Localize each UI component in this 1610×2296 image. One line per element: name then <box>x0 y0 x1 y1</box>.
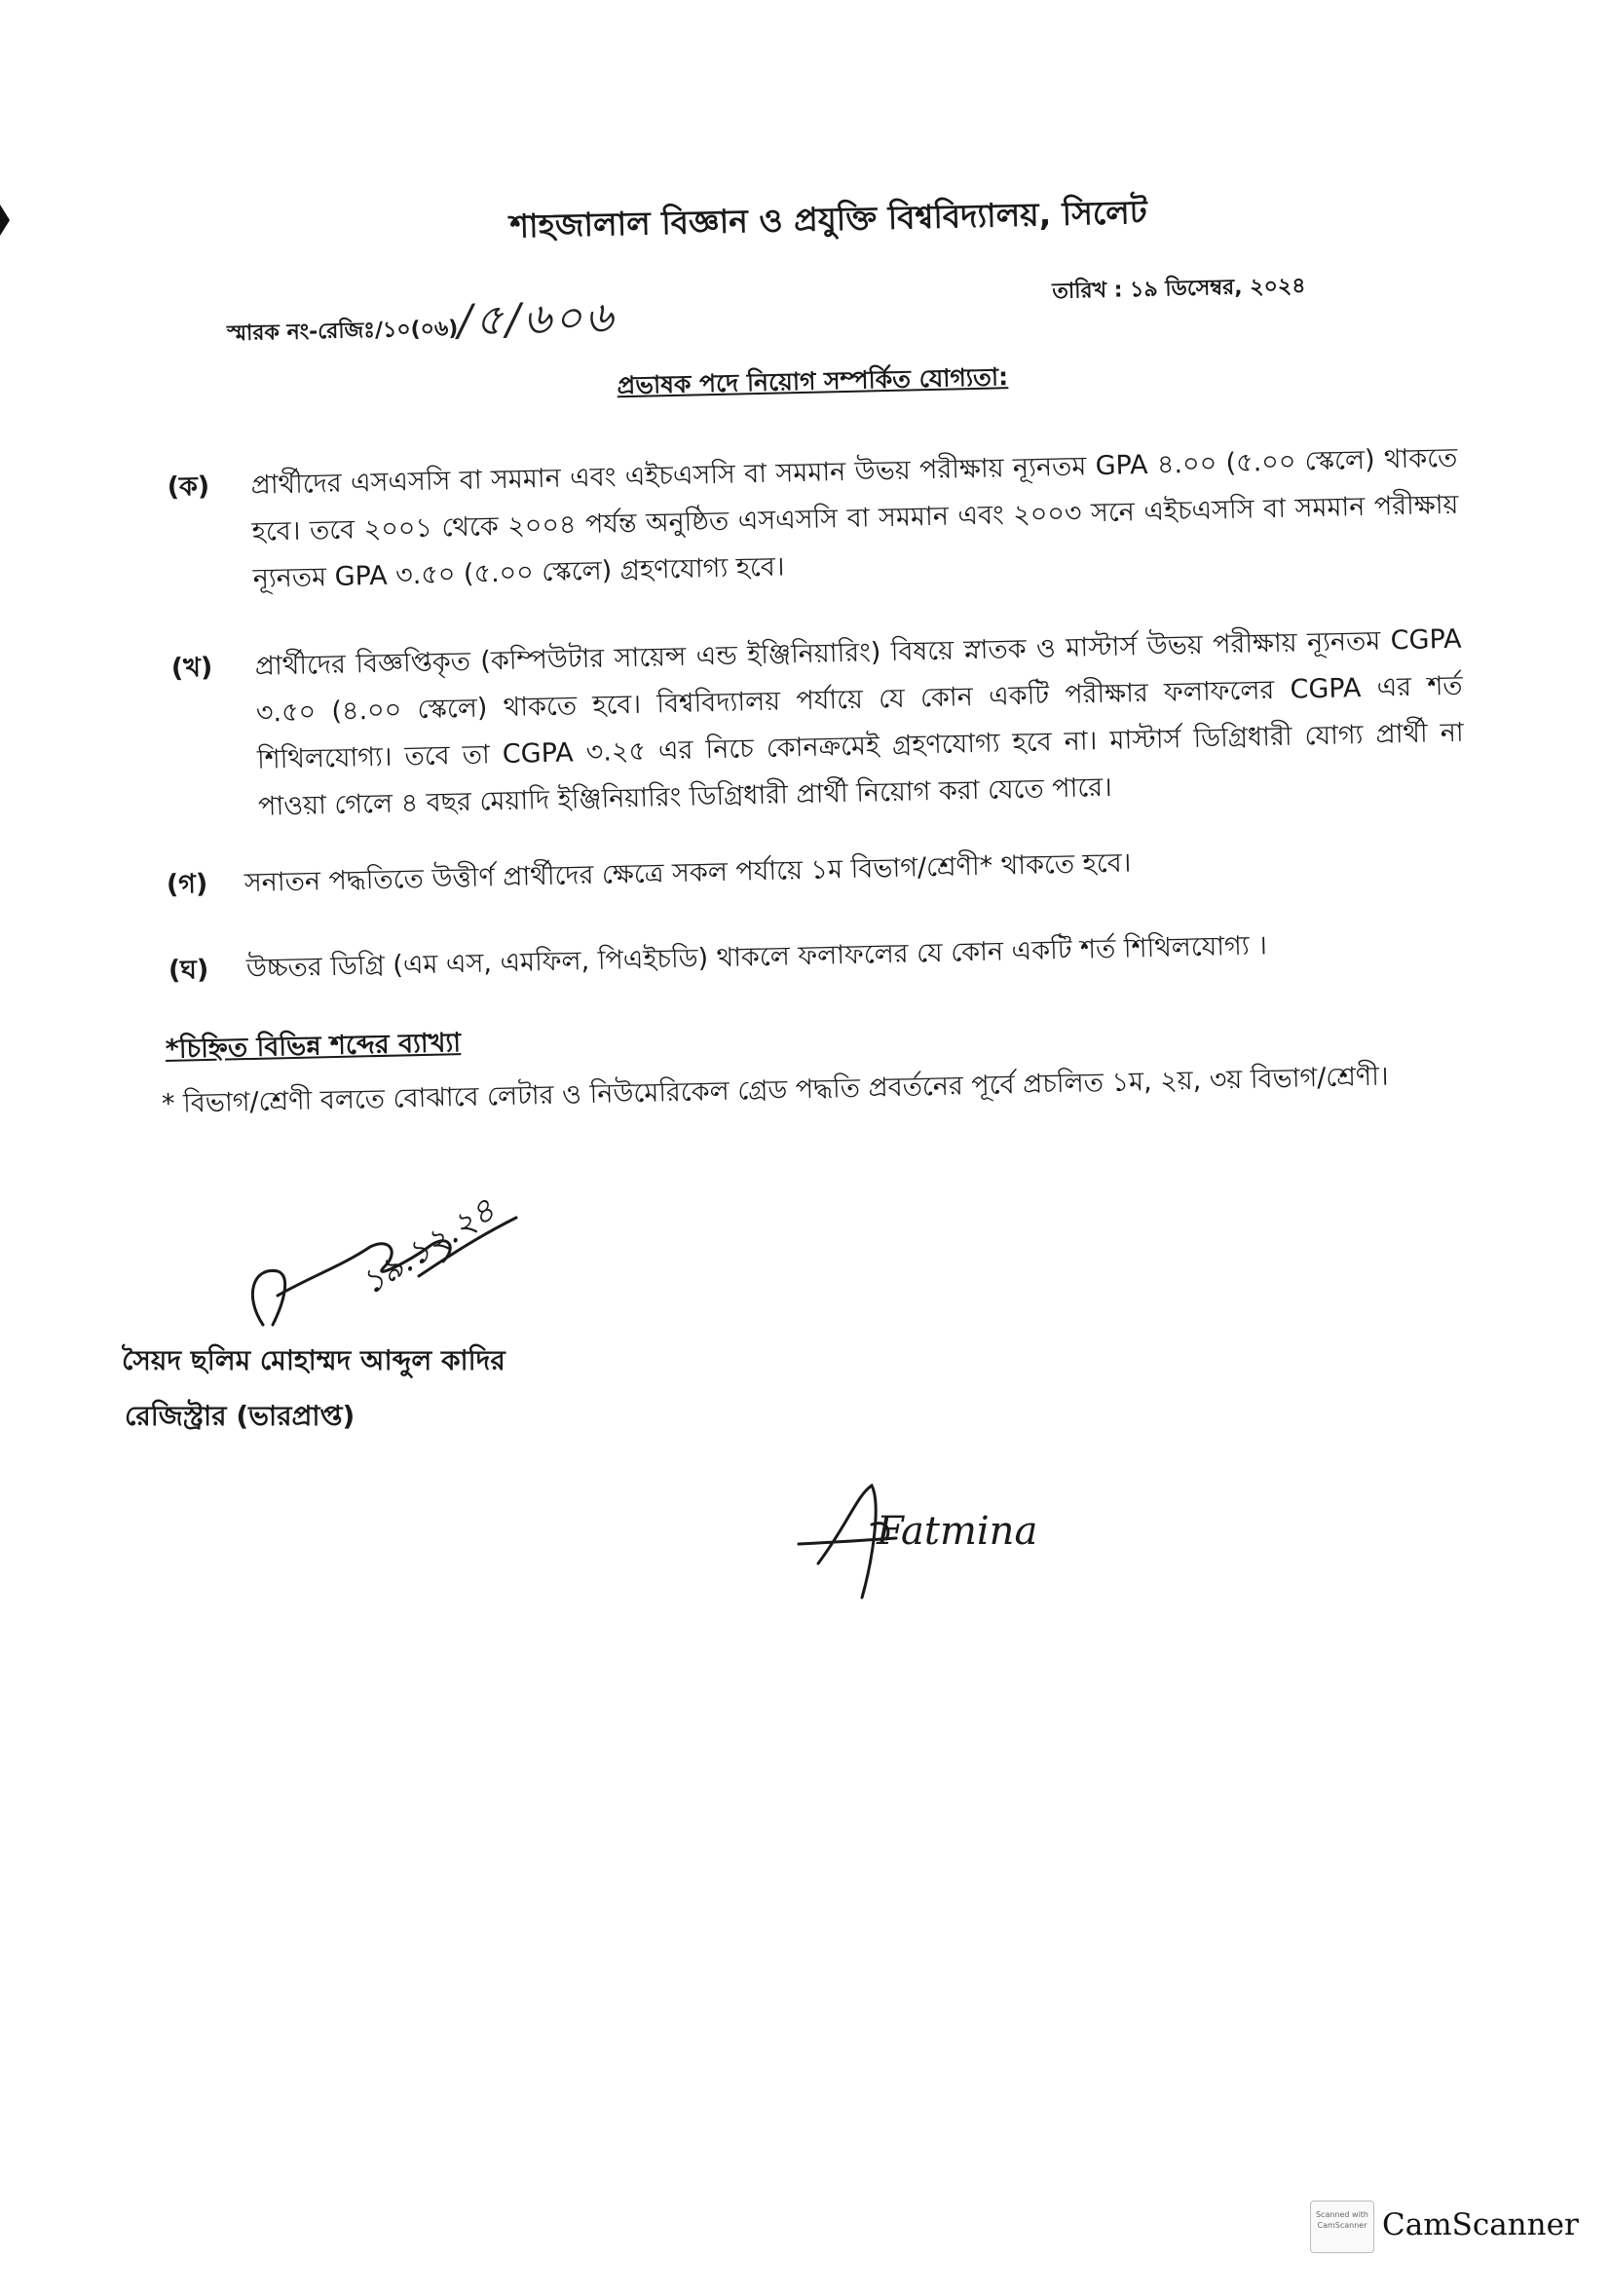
badge-line: Scanned with <box>1315 2210 1369 2219</box>
explanation-title: *চিহ্নিত বিভিন্ন শব্দের ব্যাখ্যা <box>165 1028 462 1065</box>
signer-name: সৈয়দ ছলিম মোহাম্মদ আব্দুল কাদির <box>122 1344 505 1376</box>
clause-ga <box>166 833 1467 911</box>
memo-label: স্মারক নং-রেজিঃ/১০(০৬) <box>226 316 459 347</box>
camscanner-badge <box>1310 2201 1374 2253</box>
signer-title: রেজিস্ট্রার (ভারপ্রাপ্ত) <box>125 1400 356 1432</box>
clause-ka <box>167 435 1460 611</box>
badge-line: CamScanner <box>1317 2221 1367 2230</box>
clause-label: (খ) <box>170 652 213 684</box>
clause-label: (গ) <box>166 868 208 900</box>
explanation-text: * বিভাগ/শ্রেণী বলতে বোঝাবে লেটার ও নিউমেরিকেল গ্রেড পদ্ধতি প্রবর্তনের পূর্বে প্রচলিত ১ম, ২য়, ৩য় বিভাগ/শ্রেণী। <box>161 1061 1389 1120</box>
notice-date: তারিখ : ১৯ ডিসেম্বর, ২০২৪ <box>1052 274 1306 305</box>
clause-kha <box>170 617 1465 841</box>
second-signature <box>779 1466 1052 1622</box>
notice-heading: প্রভাষক পদে নিয়োগ সম্পর্কিত যোগ্যতা: <box>617 362 1009 400</box>
clause-text: উচ্চতর ডিগ্রি (এম এস, এমফিল, পিএইচডি) থাকলে ফলাফলের যে কোন একটি শর্ত শিথিলযোগ্য । <box>245 930 1268 985</box>
clause-text: প্রার্থীদের বিজ্ঞপ্তিকৃত (কম্পিউটার সায়েন্স এন্ড ইঞ্জিনিয়ারিং) বিষয়ে স্নাতক ও মাস্টার্স উভয় পরীক্ষায় ন্যূনতম CGPA ৩.৫০ (৪.০০ স্কেলে) থাকতে হবে। বিশ্ববিদ্যালয় পর্যায়ে যে কোন একটি পরীক্ষার ফলাফলের CGPA এর শর্ত শিথিলযোগ্য। তবে তা CGPA ৩.২৫ এর নিচে কোনক্রমেই গ্রহণযোগ্য হবে না। মাস্টার্স ডিগ্রিধারী যোগ্য প্রার্থী না পাওয়া গেলে ৪ বছর মেয়াদি ইঞ্জিনিয়ারিং ডিগ্রিধারী প্রার্থী নিয়োগ করা যেতে পারে। <box>254 623 1465 822</box>
clause-gha <box>168 919 1469 997</box>
memo-number <box>226 284 617 364</box>
clause-label: (ঘ) <box>168 954 209 986</box>
camscanner-brand: CamScanner <box>1382 2207 1579 2242</box>
clause-label: (ক) <box>167 470 210 503</box>
university-title: শাহজালাল বিজ্ঞান ও প্রযুক্তি বিশ্ববিদ্যালয়, সিলেট <box>509 192 1148 245</box>
second-signature-text: Fatmina <box>877 1509 1038 1554</box>
clause-text: প্রার্থীদের এসএসসি বা সমমান এবং এইচএসসি বা সমমান উভয় পরীক্ষায় ন্যূনতম GPA ৪.০০ (৫.০০ স্কেলে) থাকতে হবে। তবে ২০০১ থেকে ২০০৪ পর্যন্ত অনুষ্ঠিত এসএসসি বা সমমান এবং ২০০৩ সনে এইচএসসি বা সমমান পরীক্ষায় ন্যূনতম GPA ৩.৫০ (৫.০০ স্কেলে) গ্রহণযোগ্য হবে। <box>250 442 1459 594</box>
memo-handwritten-number: /৫/৬০৬ <box>457 292 617 346</box>
clause-text: সনাতন পদ্ধতিতে উত্তীর্ণ প্রার্থীদের ক্ষেত্রে সকল পর্যায়ে ১ম বিভাগ/শ্রেণী* থাকতে হবে। <box>243 847 1132 899</box>
signature-date: ১৯.১২.২৪ <box>354 1190 503 1303</box>
